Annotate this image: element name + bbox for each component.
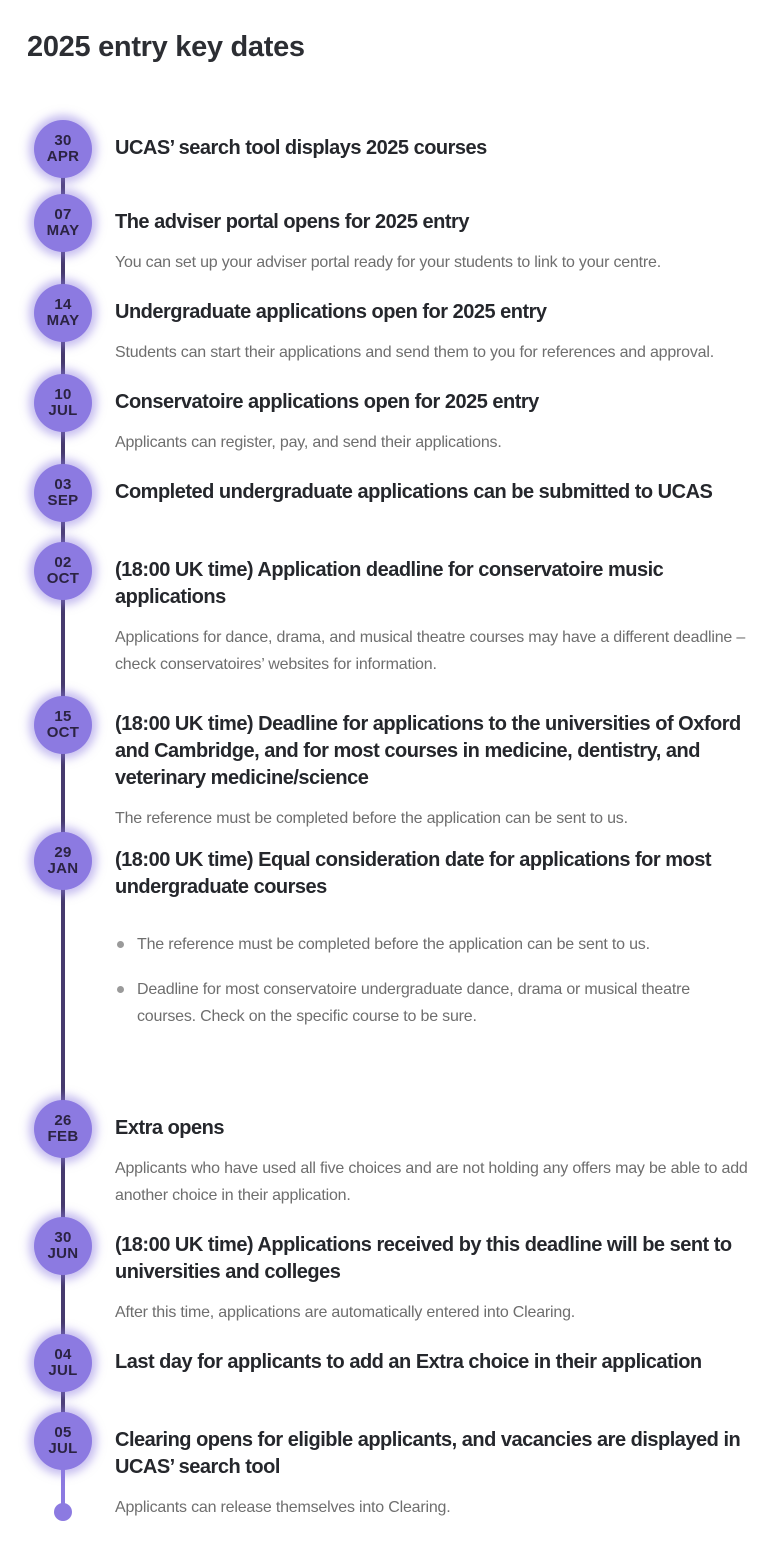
date-badge bbox=[34, 832, 92, 890]
date-month: OCT bbox=[46, 724, 80, 741]
date-month: JAN bbox=[47, 860, 79, 877]
page-title: 2025 entry key dates bbox=[27, 31, 305, 63]
date-badge bbox=[34, 120, 92, 178]
date-day: 03 bbox=[54, 476, 72, 493]
date-badge bbox=[34, 194, 92, 252]
date-badge bbox=[34, 542, 92, 600]
date-badge bbox=[34, 1217, 92, 1275]
date-month: JUL bbox=[48, 1440, 78, 1457]
date-badge bbox=[34, 284, 92, 342]
date-month: MAY bbox=[46, 312, 80, 329]
event-title: (18:00 UK time) Application deadline for conservatoire music applications bbox=[115, 559, 664, 608]
timeline-item bbox=[34, 542, 752, 678]
event-bullet: Deadline for most conservatoire undergraduate dance, drama or musical theatre courses. Check on the specific course to be sure. bbox=[137, 976, 752, 1030]
date-badge bbox=[34, 374, 92, 432]
date-day: 26 bbox=[54, 1112, 72, 1129]
date-month: JUL bbox=[48, 1362, 78, 1379]
timeline-item bbox=[34, 832, 752, 1048]
event-title: Conservatoire applications open for 2025 entry bbox=[115, 391, 539, 413]
date-day: 07 bbox=[54, 206, 72, 223]
timeline-item bbox=[34, 194, 752, 276]
date-month: APR bbox=[46, 148, 80, 165]
event-description: After this time, applications are automatically entered into Clearing. bbox=[115, 1304, 576, 1321]
date-badge bbox=[34, 464, 92, 522]
event-description: Applicants can register, pay, and send their applications. bbox=[115, 434, 502, 451]
date-day: 30 bbox=[54, 132, 72, 149]
event-title: (18:00 UK time) Equal consideration date for applications for most undergraduate courses bbox=[115, 849, 711, 898]
date-day: 29 bbox=[54, 844, 72, 861]
timeline-item bbox=[34, 284, 752, 366]
event-description: Students can start their applications and send them to you for references and approval. bbox=[115, 344, 714, 361]
timeline-item bbox=[34, 696, 752, 832]
event-description: Applicants can release themselves into Clearing. bbox=[115, 1499, 451, 1516]
event-title: Clearing opens for eligible applicants, and vacancies are displayed in UCAS’ search tool bbox=[115, 1429, 741, 1478]
event-description: Applicants who have used all five choices and are not holding any offers may be able to add another choice in their application. bbox=[115, 1160, 748, 1204]
date-month: MAY bbox=[46, 222, 80, 239]
date-month: JUL bbox=[48, 402, 78, 419]
event-title: Extra opens bbox=[115, 1117, 224, 1139]
event-title: UCAS’ search tool displays 2025 courses bbox=[115, 137, 487, 159]
timeline-item bbox=[34, 374, 752, 456]
date-day: 10 bbox=[54, 386, 72, 403]
date-badge bbox=[34, 1334, 92, 1392]
date-month: SEP bbox=[47, 492, 79, 509]
timeline bbox=[27, 120, 752, 1521]
date-day: 05 bbox=[54, 1424, 72, 1441]
event-description: The reference must be completed before the application can be sent to us. bbox=[115, 810, 628, 827]
timeline-item bbox=[34, 1334, 752, 1392]
timeline-item bbox=[34, 1100, 752, 1209]
timeline-end-dot bbox=[54, 1503, 72, 1521]
timeline-item bbox=[34, 464, 752, 522]
event-title: Completed undergraduate applications can be submitted to UCAS bbox=[115, 481, 713, 503]
date-badge bbox=[34, 1412, 92, 1470]
timeline-item bbox=[34, 120, 752, 178]
event-title: (18:00 UK time) Deadline for applications to the universities of Oxford and Cambridge, and for most courses in medicine, dentistry, and veterinary medicine/science bbox=[115, 713, 741, 789]
event-title: The adviser portal opens for 2025 entry bbox=[115, 211, 469, 233]
timeline-item bbox=[34, 1412, 752, 1521]
event-title: Undergraduate applications open for 2025 entry bbox=[115, 301, 547, 323]
event-bullet: The reference must be completed before the application can be sent to us. bbox=[137, 931, 752, 958]
date-day: 04 bbox=[54, 1346, 72, 1363]
date-badge bbox=[34, 1100, 92, 1158]
timeline-item bbox=[34, 1217, 752, 1326]
event-title: Last day for applicants to add an Extra choice in their application bbox=[115, 1351, 702, 1373]
date-day: 15 bbox=[54, 708, 72, 725]
date-month: FEB bbox=[47, 1128, 79, 1145]
event-description: Applications for dance, drama, and musical theatre courses may have a different deadline – check conservatoires’ websites for information. bbox=[115, 629, 746, 673]
event-title: (18:00 UK time) Applications received by this deadline will be sent to universities and colleges bbox=[115, 1234, 732, 1283]
event-bullet-list bbox=[115, 931, 752, 1030]
date-day: 02 bbox=[54, 554, 72, 571]
date-badge bbox=[34, 696, 92, 754]
date-month: OCT bbox=[46, 570, 80, 587]
date-day: 14 bbox=[54, 296, 72, 313]
date-day: 30 bbox=[54, 1229, 72, 1246]
event-description: You can set up your adviser portal ready for your students to link to your centre. bbox=[115, 254, 661, 271]
date-month: JUN bbox=[47, 1245, 79, 1262]
